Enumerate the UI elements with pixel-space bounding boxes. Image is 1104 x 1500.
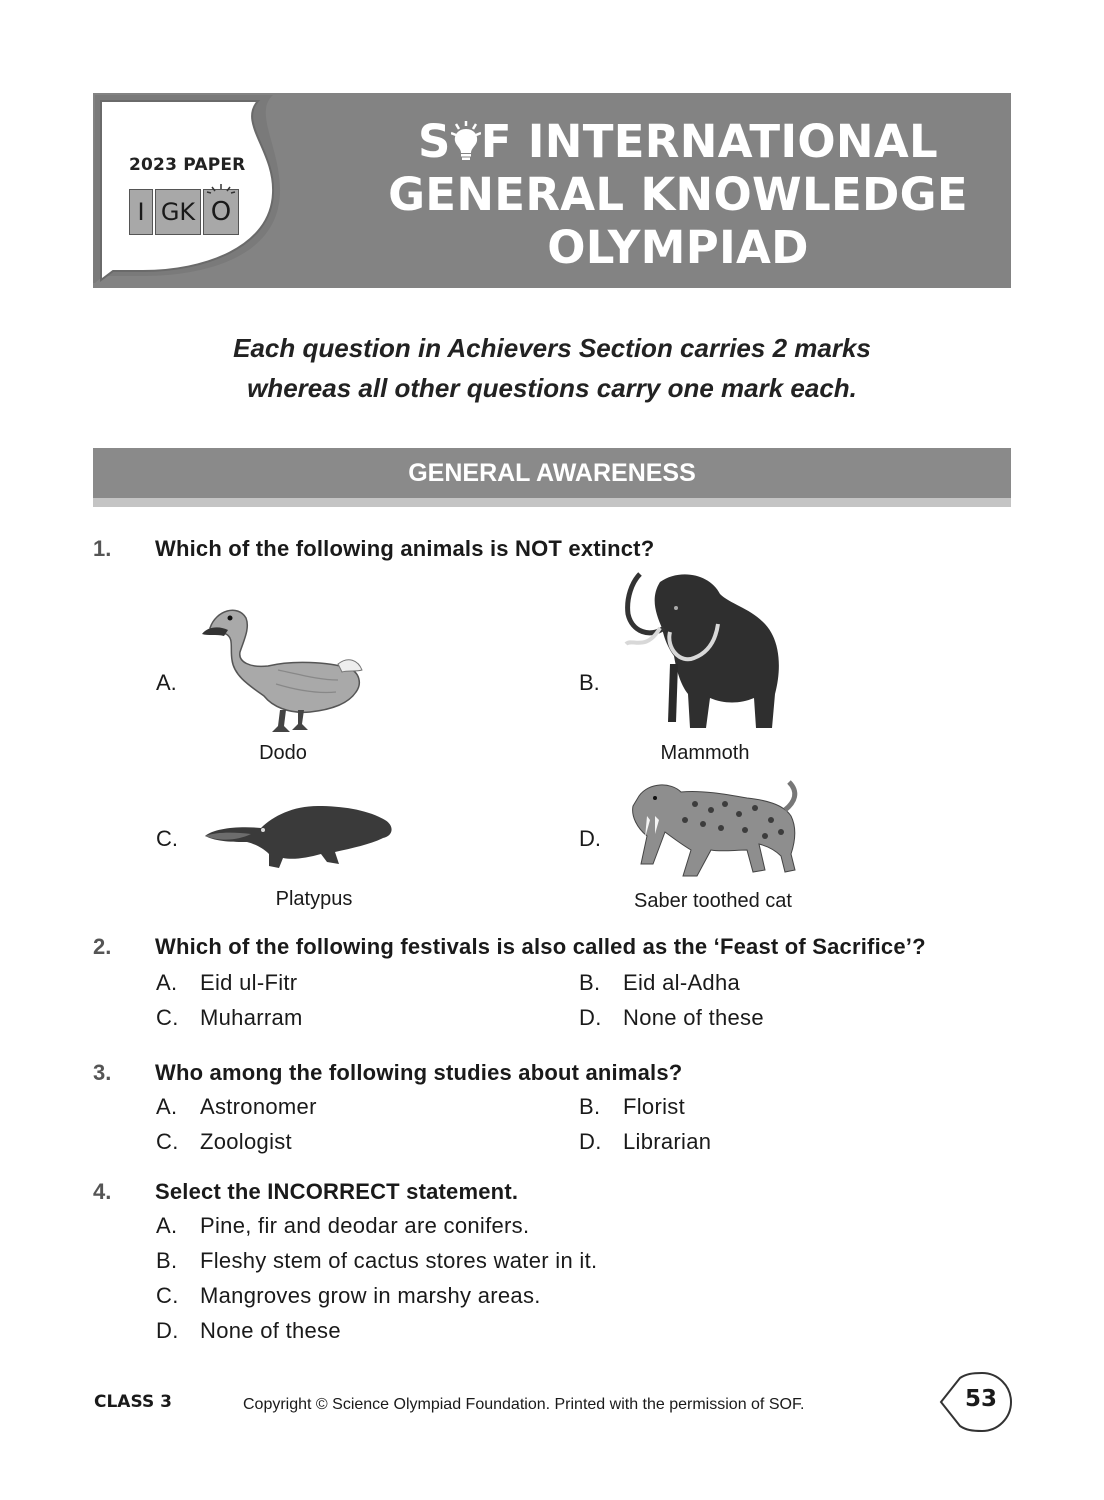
platypus-image	[203, 798, 398, 872]
option-letter: C.	[156, 826, 178, 851]
class-label: CLASS 3	[94, 1392, 172, 1412]
option-caption: Dodo	[259, 742, 307, 764]
option-b: B. Florist	[579, 1094, 685, 1119]
page-title	[343, 115, 1013, 274]
logo-letters-gk: GK	[155, 189, 201, 235]
option-a: A. Eid ul-Fitr	[156, 970, 298, 995]
marks-instruction-line-1: Each question in Achievers Section carries 2 marks	[233, 333, 871, 363]
question-number: 3.	[93, 1060, 112, 1085]
page-number: 53	[964, 1386, 997, 1412]
option-a: A. Astronomer	[156, 1094, 317, 1119]
section-heading: GENERAL AWARENESS	[93, 448, 1011, 507]
saber-toothed-cat-image	[625, 780, 803, 880]
logo-letter-i: I	[129, 189, 153, 235]
question-text: Select the INCORRECT statement.	[155, 1179, 519, 1204]
marks-instruction-line-2: whereas all other questions carry one mark each.	[247, 373, 857, 403]
question-text: Who among the following studies about animals?	[155, 1060, 683, 1085]
option-b: B. Fleshy stem of cactus stores water in it.	[156, 1248, 598, 1273]
question-text: Which of the following animals is NOT extinct?	[155, 536, 655, 561]
badge-year-label: 2023 PAPER	[129, 155, 246, 175]
igko-logo	[129, 189, 239, 233]
question-text: Which of the following festivals is also called as the ‘Feast of Sacrifice’?	[155, 934, 926, 959]
lightbulb-icon	[451, 120, 481, 160]
option-d: D. Librarian	[579, 1129, 712, 1154]
option-c: C. Zoologist	[156, 1129, 292, 1154]
option-caption: Saber toothed cat	[634, 890, 792, 912]
logo-letter-o: O	[203, 189, 239, 235]
option-caption: Platypus	[275, 888, 353, 910]
question-number: 4.	[93, 1179, 112, 1204]
copyright-notice: Copyright © Science Olympiad Foundation. Printed with the permission of SOF.	[243, 1396, 805, 1413]
option-c: C. Muharram	[156, 1005, 303, 1030]
option-letter: A.	[156, 670, 177, 695]
header-banner	[93, 93, 1011, 288]
title-line-3: OLYMPIAD	[547, 221, 809, 274]
option-d: D. None of these	[579, 1005, 764, 1030]
title-line-1: S F INTERNATIONAL	[418, 115, 938, 168]
option-letter: D.	[579, 826, 601, 851]
option-letter: B.	[579, 670, 600, 695]
dodo-image	[198, 600, 368, 740]
option-caption: Mammoth	[660, 742, 750, 764]
bulb-rays-icon	[206, 184, 236, 194]
question-number: 2.	[93, 934, 112, 959]
option-c: C. Mangroves grow in marshy areas.	[156, 1283, 541, 1308]
marks-instruction	[93, 328, 1011, 408]
page-number-badge	[938, 1372, 1014, 1432]
question-number: 1.	[93, 536, 112, 561]
mammoth-image	[620, 568, 785, 736]
title-line-2: GENERAL KNOWLEDGE	[388, 168, 968, 221]
option-a: A. Pine, fir and deodar are conifers.	[156, 1213, 530, 1238]
option-b: B. Eid al-Adha	[579, 970, 741, 995]
option-d: D. None of these	[156, 1318, 341, 1343]
